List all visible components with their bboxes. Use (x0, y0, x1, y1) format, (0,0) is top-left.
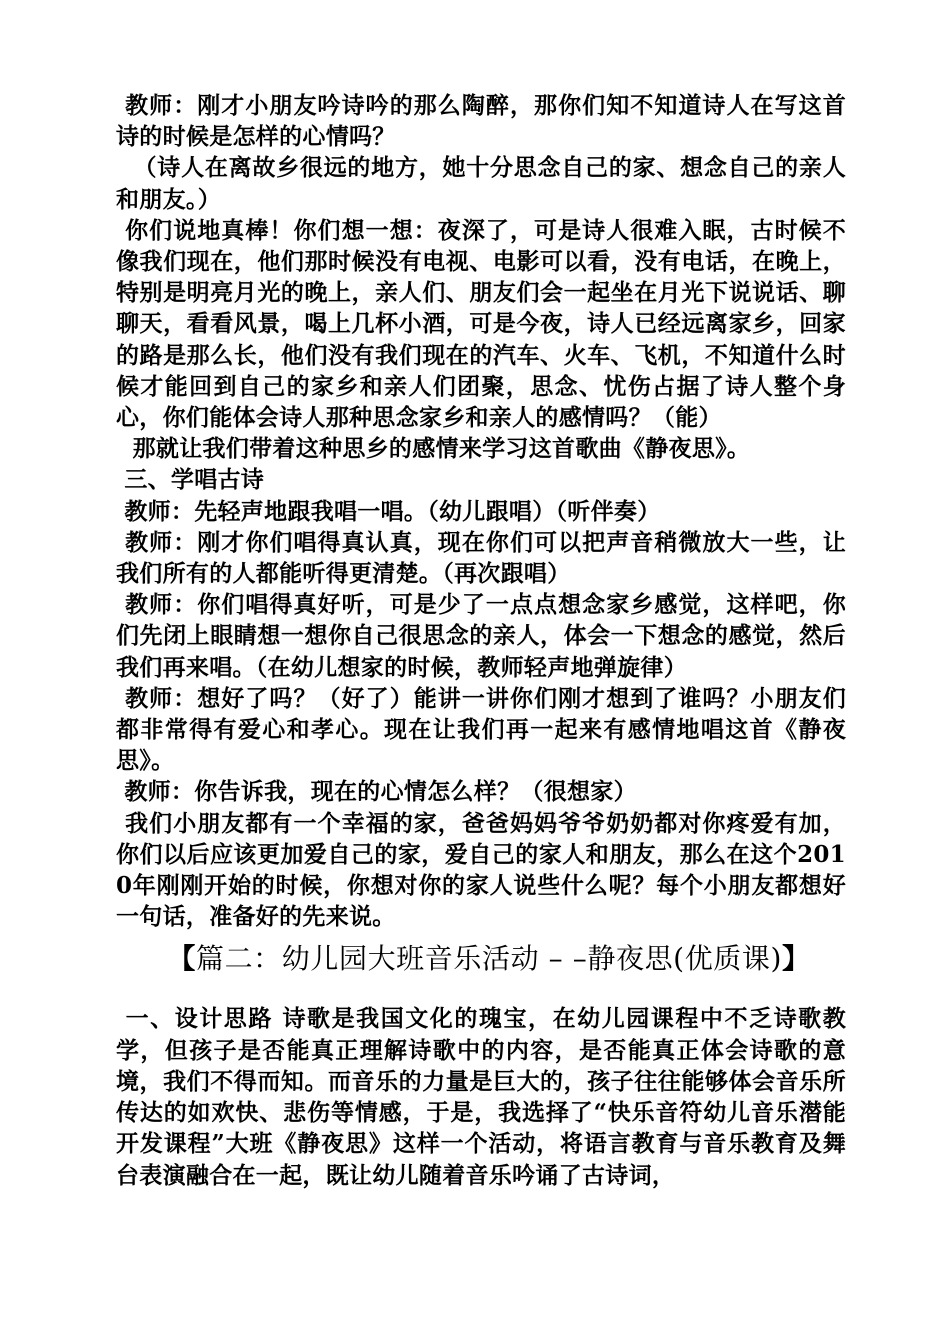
paragraph-teacher-sing-softly: 教师：先轻声地跟我唱一唱。（幼儿跟唱）（听伴奏） (116, 497, 661, 525)
paragraph-teacher-mood: 教师：你告诉我，现在的心情怎么样？（很想家） (116, 778, 637, 806)
heading-text: 篇二：幼儿园大班音乐活动 – –静夜思(优质课) (195, 942, 783, 976)
heading-open-bracket: 【 (167, 942, 196, 976)
paragraph-poet-feeling: （诗人在离故乡很远的地方，她十分思念自己的家、想念自己的亲人和朋友。） (116, 154, 846, 213)
paragraph-teacher-close-eyes: 教师：你们唱得真好听，可是少了一点点想念家乡感觉，这样吧，你们先闭上眼睛想一想你自己很思念的亲人，体会一下想念的感觉，然后我们再来唱。（在幼儿想家的时候，教师轻声地弹旋律） (116, 591, 847, 681)
heading-close-bracket: 】 (782, 942, 811, 976)
paragraph-night-description: 你们说地真棒！你们想一想：夜深了，可是诗人很难入眠，古时候不像我们现在，他们那时候没有电视、电影可以看，没有电话，在晚上，特别是明亮月光的晚上，亲人们、朋友们会一起坐在月光下说说话、聊聊天，看看风景，喝上几杯小酒，可是今夜，诗人已经远离家乡，回家的路是那么长，他们没有我们现在的汽车、火车、飞机，不知道什么时候才能回到自己的家乡和亲人们团聚，思念、忧伤占据了诗人整个身心，你们能体会诗人那种思念家乡和亲人的感情吗？（能） (116, 216, 847, 432)
paragraph-happy-family: 我们小朋友都有一个幸福的家，爸爸妈妈爷爷奶奶都对你疼爱有加，你们以后应该更加爱自己的家，爱自己的家人和朋友，那么在这个2010年刚刚开始的时候，你想对你的家人说些什么呢？每个小朋友都想好一句话，准备好的先来说。 (116, 809, 847, 931)
paragraph-teacher-question: 教师：刚才小朋友吟诗吟的那么陶醉，那你们知不知道诗人在写这首诗的时候是怎样的心情吗？ (116, 92, 847, 151)
paragraph-teacher-who-thought: 教师：想好了吗？（好了）能讲一讲你们刚才想到了谁吗？小朋友们都非常得有爱心和孝心。现在让我们再一起来有感情地唱这首《静夜思》。 (116, 684, 847, 775)
section-heading-part-two (116, 937, 846, 981)
document-page (116, 90, 846, 1191)
paragraph-teacher-louder: 教师：刚才你们唱得真认真，现在你们可以把声音稍微放大一些，让我们所有的人都能听得更清楚。（再次跟唱） (116, 528, 847, 588)
section-title-sing-poem: 三、学唱古诗 (116, 466, 265, 494)
paragraph-learn-song: 那就让我们带着这种思乡的感情来学习这首歌曲《静夜思》。 (116, 435, 751, 463)
paragraph-design-idea: 一、设计思路 诗歌是我国文化的瑰宝，在幼儿园课程中不乏诗歌教学，但孩子是否能真正理解诗歌中的内容，是否能真正体会诗歌的意境，我们不得而知。而音乐的力量是巨大的，孩子往往能够体会音乐所传达的如欢快、悲伤等情感，于是，我选择了“快乐音符幼儿音乐潜能开发课程”大班《静夜思》这样一个活动，将语言教育与音乐教育及舞台表演融合在一起，既让幼儿随着音乐吟诵了古诗词， (116, 1005, 847, 1189)
